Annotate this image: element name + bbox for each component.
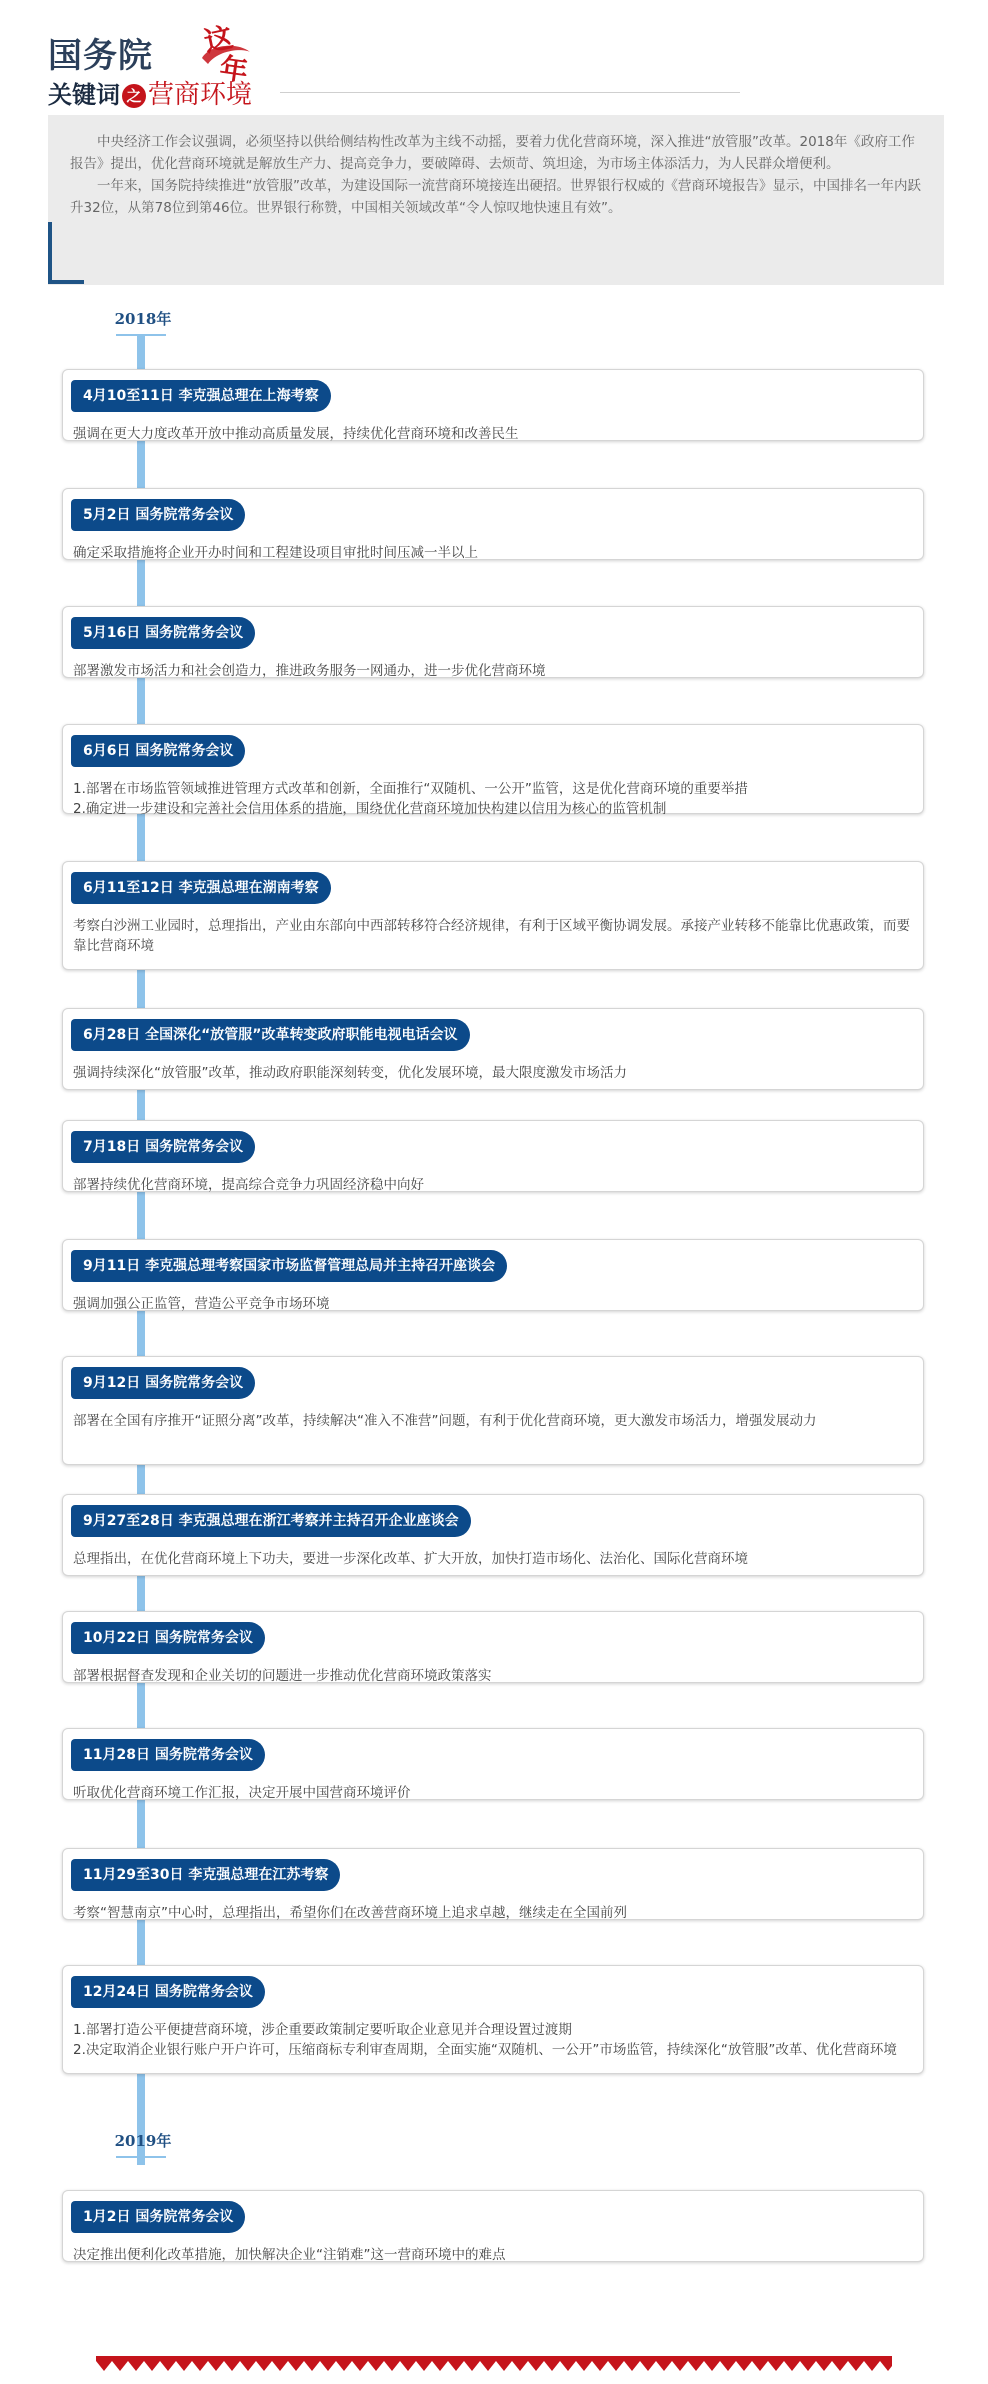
event-description-line: 决定推出便利化改革措施，加快解决企业“注销难”这一营商环境中的难点 — [73, 2247, 506, 2263]
year-tick — [116, 2156, 166, 2158]
event-card — [62, 1008, 924, 1090]
event-description — [73, 2020, 911, 2060]
event-title-tag: 10月22日 国务院常务会议 — [71, 1622, 265, 1654]
event-description-line: 部署激发市场活力和社会创造力，推进政务服务一网通办，进一步优化营商环境 — [73, 663, 546, 679]
event-card — [62, 1356, 924, 1465]
event-card — [62, 1120, 924, 1192]
intro-paragraph-1: 中央经济工作会议强调，必须坚持以供给侧结构性改革为主线不动摇，要着力优化营商环境，深入推进“放管服”改革。2018年《政府工作报告》提出，优化营商环境就是解放生产力、提高竞争力，要破障碍、去烦苛、筑坦途，为市场主体添活力，为人民群众增便利。 — [70, 134, 915, 172]
event-card — [62, 369, 924, 441]
event-card — [62, 1965, 924, 2074]
event-card — [62, 1848, 924, 1920]
event-title-tag: 5月16日 国务院常务会议 — [71, 617, 255, 649]
event-description — [73, 1903, 911, 1923]
year-tick — [116, 334, 166, 336]
event-card — [62, 1494, 924, 1576]
event-description-line: 部署根据督查发现和企业关切的问题进一步推动优化营商环境政策落实 — [73, 1668, 492, 1684]
event-description-line: 部署在全国有序推开“证照分离”改革，持续解决“准入不准营”问题，有利于优化营商环境，更大激发市场活力，增强发展动力 — [73, 1413, 817, 1429]
event-description-line: 1.部署在市场监管领域推进管理方式改革和创新，全面推行“双随机、一公开”监管，这是优化营商环境的重要举措 — [73, 781, 748, 797]
intro-corner-bracket-base — [48, 280, 84, 284]
intro-corner-bracket — [48, 222, 52, 284]
event-title-tag: 4月10至11日 李克强总理在上海考察 — [71, 380, 331, 412]
header — [48, 18, 948, 128]
event-card — [62, 861, 924, 970]
event-description — [73, 1666, 911, 1686]
event-description — [73, 1549, 911, 1569]
event-description-line: 1.部署打造公平便捷营商环境，涉企重要政策制定要听取企业意见并合理设置过渡期 — [73, 2022, 572, 2038]
event-description-line: 听取优化营商环境工作汇报，决定开展中国营商环境评价 — [73, 1785, 411, 1801]
event-description — [73, 1294, 911, 1314]
event-title-tag: 6月6日 国务院常务会议 — [71, 735, 245, 767]
event-description-line: 强调在更大力度改革开放中推动高质量发展，持续优化营商环境和改善民生 — [73, 426, 519, 442]
event-card — [62, 488, 924, 560]
subtitle — [48, 74, 252, 111]
event-card — [62, 606, 924, 678]
event-description-line: 2.决定取消企业银行账户开户许可，压缩商标专利审查周期，全面实施“双随机、一公开”市场监管，持续深化“放管服”改革、优化营商环境 — [73, 2042, 897, 2058]
event-card — [62, 2190, 924, 2262]
event-title-tag: 9月12日 国务院常务会议 — [71, 1367, 255, 1399]
event-card — [62, 1728, 924, 1800]
intro-box — [48, 115, 944, 285]
event-card — [62, 1611, 924, 1683]
subtitle-topic: 营商环境 — [148, 80, 253, 110]
event-description-line: 强调持续深化“放管服”改革，推动政府职能深刻转变，优化发展环境，最大限度激发市场活力 — [73, 1065, 627, 1081]
event-description — [73, 916, 911, 956]
event-title-tag: 9月11日 李克强总理考察国家市场监督管理总局并主持召开座谈会 — [71, 1250, 507, 1282]
event-description-line: 强调加强公正监管，营造公平竞争市场环境 — [73, 1296, 330, 1312]
zigzag-divider — [96, 2356, 892, 2372]
event-title-tag: 11月28日 国务院常务会议 — [71, 1739, 265, 1771]
intro-paragraph-2: 一年来，国务院持续推进“放管服”改革，为建设国际一流营商环境接连出硬招。世界银行权威的《营商环境报告》显示，中国排名一年内跃升32位，从第78位到第46位。世界银行称赞，中国相关领域改革“令人惊叹地快速且有效”。 — [70, 178, 921, 216]
year-label: 2018年 — [114, 310, 172, 328]
event-title-tag: 1月2日 国务院常务会议 — [71, 2201, 245, 2233]
seal-char-1: 这 — [201, 20, 236, 59]
event-description — [73, 2245, 911, 2265]
event-description-line: 2.确定进一步建设和完善社会信用体系的措施，围绕优化营商环境加快构建以信用为核心的监管机制 — [73, 801, 667, 817]
event-description-line: 总理指出，在优化营商环境上下功夫，要进一步深化改革、扩大开放，加快打造市场化、法治化、国际化营商环境 — [73, 1551, 748, 1567]
event-card — [62, 724, 924, 817]
brand-title: 国务院 — [48, 36, 153, 76]
subtitle-divider — [280, 92, 740, 93]
event-description-line: 考察“智慧南京”中心时，总理指出，希望你们在改善营商环境上追求卓越，继续走在全国前列 — [73, 1905, 627, 1921]
event-title-tag: 9月27至28日 李克强总理在浙江考察并主持召开企业座谈会 — [71, 1505, 471, 1537]
event-description — [73, 661, 911, 681]
seal-char-2: 年 — [217, 51, 250, 88]
event-description-line: 确定采取措施将企业开办时间和工程建设项目审批时间压减一半以上 — [73, 545, 478, 561]
event-title-tag: 5月2日 国务院常务会议 — [71, 499, 245, 531]
event-card — [62, 1239, 924, 1311]
event-description-line: 考察白沙洲工业园时，总理指出，产业由东部向中西部转移符合经济规律，有利于区域平衡协调发展。承接产业转移不能靠比优惠政策，而要靠比营商环境 — [73, 918, 910, 954]
event-description — [73, 1411, 911, 1431]
event-title-tag: 7月18日 国务院常务会议 — [71, 1131, 255, 1163]
event-description-line: 部署持续优化营商环境，提高综合竞争力巩固经济稳中向好 — [73, 1177, 424, 1193]
event-title-tag: 11月29至30日 李克强总理在江苏考察 — [71, 1859, 340, 1891]
event-title-tag: 6月11至12日 李克强总理在湖南考察 — [71, 872, 331, 904]
event-description — [73, 543, 911, 563]
event-description — [73, 1175, 911, 1195]
event-description — [73, 1063, 911, 1083]
event-description — [73, 1783, 911, 1803]
year-label: 2019年 — [114, 2132, 172, 2150]
subtitle-keyword: 关键词 — [48, 81, 120, 109]
event-description — [73, 424, 911, 444]
event-title-tag: 6月28日 全国深化“放管服”改革转变政府职能电视电话会议 — [71, 1019, 470, 1051]
event-title-tag: 12月24日 国务院常务会议 — [71, 1976, 265, 2008]
event-description — [73, 779, 911, 819]
subtitle-zhi-badge: 之 — [122, 84, 146, 108]
